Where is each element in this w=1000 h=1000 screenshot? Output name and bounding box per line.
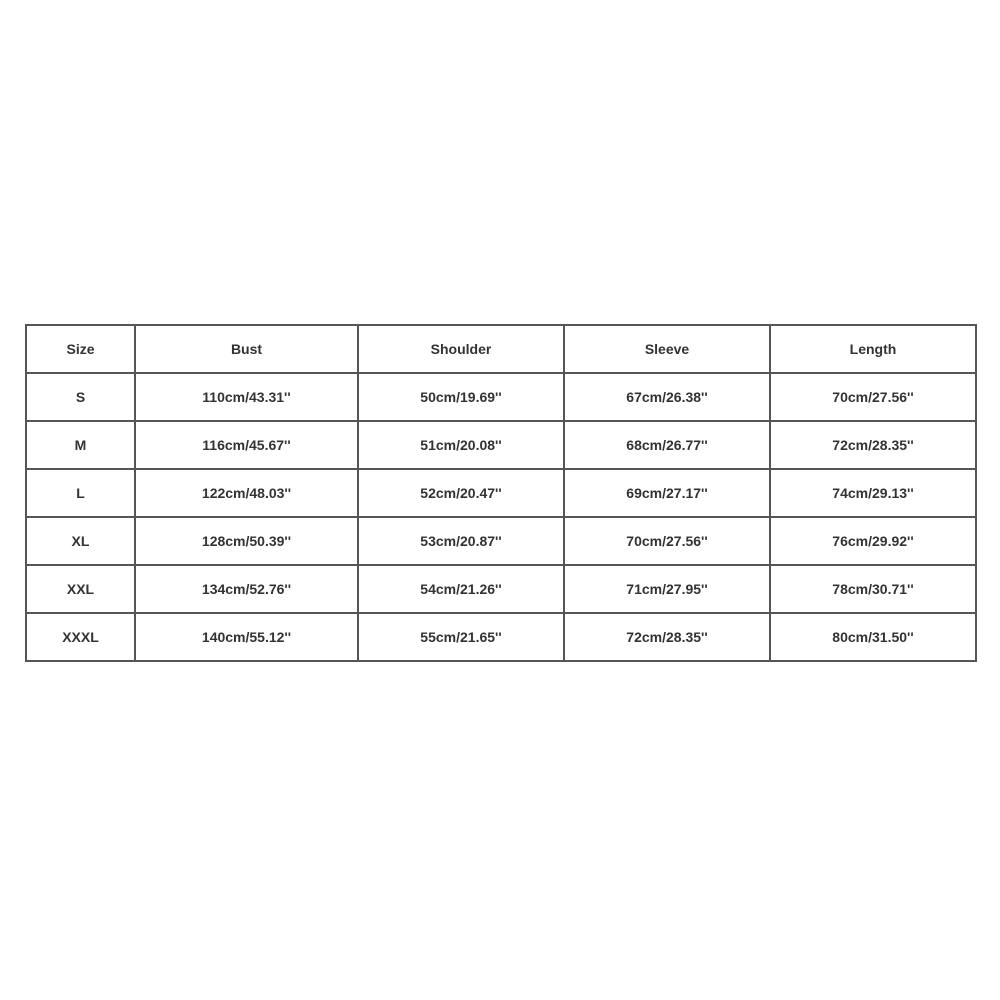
shoulder-cell: 52cm/20.47''	[358, 469, 564, 517]
bust-cell: 122cm/48.03''	[135, 469, 358, 517]
shoulder-cell: 51cm/20.08''	[358, 421, 564, 469]
size-cell: XXXL	[26, 613, 135, 661]
length-cell: 72cm/28.35''	[770, 421, 976, 469]
header-shoulder: Shoulder	[358, 325, 564, 373]
table-row	[26, 517, 976, 565]
table-row	[26, 613, 976, 661]
header-bust: Bust	[135, 325, 358, 373]
size-cell: S	[26, 373, 135, 421]
bust-cell: 116cm/45.67''	[135, 421, 358, 469]
length-cell: 76cm/29.92''	[770, 517, 976, 565]
bust-cell: 140cm/55.12''	[135, 613, 358, 661]
header-length: Length	[770, 325, 976, 373]
header-row	[26, 325, 976, 373]
sleeve-cell: 67cm/26.38''	[564, 373, 770, 421]
table-row	[26, 469, 976, 517]
length-cell: 74cm/29.13''	[770, 469, 976, 517]
size-cell: L	[26, 469, 135, 517]
table-row	[26, 373, 976, 421]
shoulder-cell: 55cm/21.65''	[358, 613, 564, 661]
shoulder-cell: 54cm/21.26''	[358, 565, 564, 613]
length-cell: 70cm/27.56''	[770, 373, 976, 421]
size-cell: XXL	[26, 565, 135, 613]
bust-cell: 110cm/43.31''	[135, 373, 358, 421]
header-size: Size	[26, 325, 135, 373]
sleeve-cell: 69cm/27.17''	[564, 469, 770, 517]
shoulder-cell: 50cm/19.69''	[358, 373, 564, 421]
table-row	[26, 565, 976, 613]
table-header	[26, 325, 976, 373]
length-cell: 78cm/30.71''	[770, 565, 976, 613]
size-cell: XL	[26, 517, 135, 565]
sleeve-cell: 68cm/26.77''	[564, 421, 770, 469]
sleeve-cell: 71cm/27.95''	[564, 565, 770, 613]
length-cell: 80cm/31.50''	[770, 613, 976, 661]
bust-cell: 128cm/50.39''	[135, 517, 358, 565]
table-body	[26, 373, 976, 661]
sleeve-cell: 72cm/28.35''	[564, 613, 770, 661]
size-cell: M	[26, 421, 135, 469]
header-sleeve: Sleeve	[564, 325, 770, 373]
bust-cell: 134cm/52.76''	[135, 565, 358, 613]
size-chart-table	[25, 324, 977, 662]
shoulder-cell: 53cm/20.87''	[358, 517, 564, 565]
sleeve-cell: 70cm/27.56''	[564, 517, 770, 565]
table-row	[26, 421, 976, 469]
